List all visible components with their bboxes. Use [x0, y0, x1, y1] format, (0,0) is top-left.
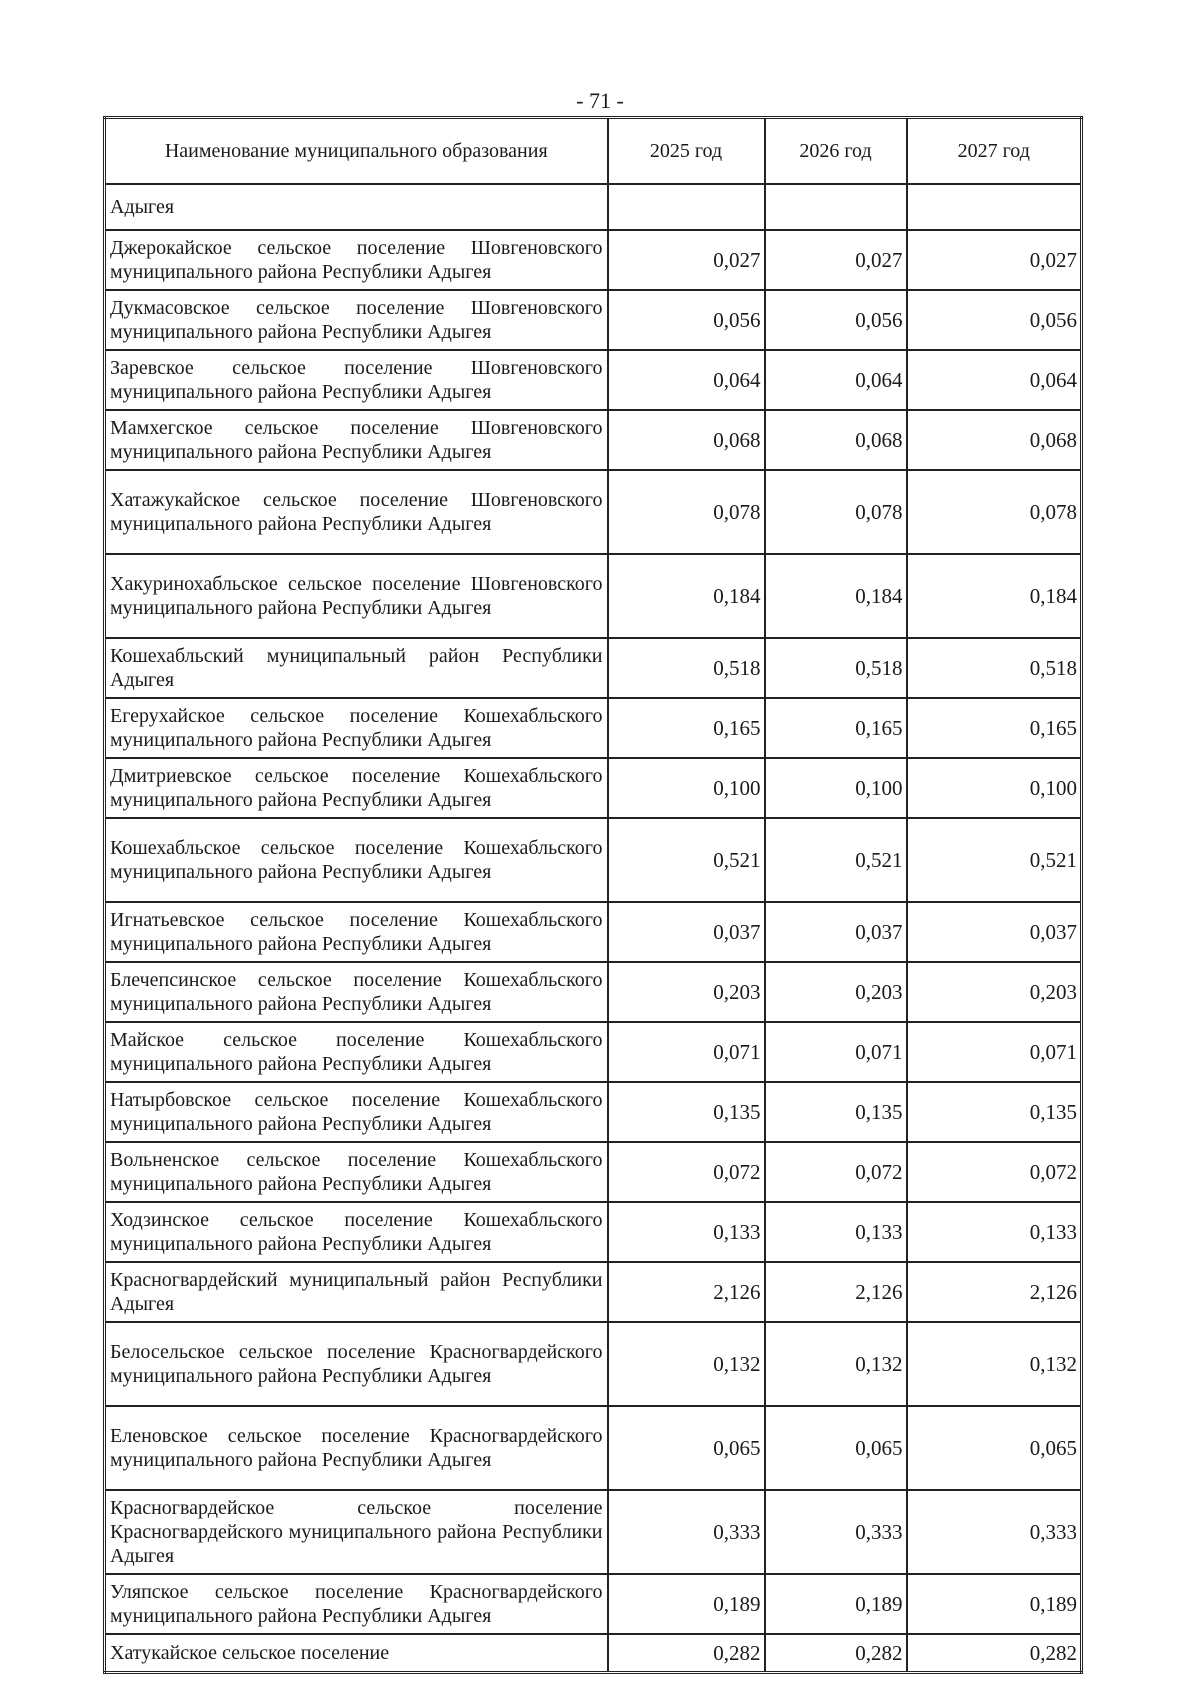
value-2026: 0,333: [765, 1490, 907, 1574]
value-2025: 0,064: [608, 350, 765, 410]
municipality-name: Хатукайское сельское поселение: [105, 1634, 608, 1673]
table-row: [105, 350, 1082, 410]
value-2026: 0,282: [765, 1634, 907, 1673]
value-2026: 0,133: [765, 1202, 907, 1262]
value-2027: 0,165: [907, 698, 1082, 758]
municipality-name: Игнатьевское сельское поселение Кошехабльского муниципального района Республики Адыгея: [105, 902, 608, 962]
value-2025: 0,203: [608, 962, 765, 1022]
value-2027: 0,078: [907, 470, 1082, 554]
table-row: [105, 1322, 1082, 1406]
table-row: [105, 1082, 1082, 1142]
table-row: [105, 1202, 1082, 1262]
table-row: [105, 1490, 1082, 1574]
value-2026: 0,068: [765, 410, 907, 470]
value-2027: 0,184: [907, 554, 1082, 638]
municipality-name: Красногвардейский муниципальный район Республики Адыгея: [105, 1262, 608, 1322]
value-2025: 0,065: [608, 1406, 765, 1490]
header-row: [105, 118, 1082, 185]
header-2026: 2026 год: [765, 118, 907, 185]
value-2026: 0,037: [765, 902, 907, 962]
value-2026: 0,135: [765, 1082, 907, 1142]
value-2027: 0,071: [907, 1022, 1082, 1082]
value-2025: 0,333: [608, 1490, 765, 1574]
municipality-name: Белосельское сельское поселение Красногвардейского муниципального района Республики Адыгея: [105, 1322, 608, 1406]
value-2026: 0,065: [765, 1406, 907, 1490]
header-name: Наименование муниципального образования: [105, 118, 608, 185]
table-row: [105, 230, 1082, 290]
municipality-name: Хакуринохабльское сельское поселение Шовгеновского муниципального района Республики Адыгея: [105, 554, 608, 638]
value-2025: 0,056: [608, 290, 765, 350]
table-row: [105, 758, 1082, 818]
municipality-name: Еленовское сельское поселение Красногвардейского муниципального района Республики Адыгея: [105, 1406, 608, 1490]
municipality-name: Егерухайское сельское поселение Кошехабльского муниципального района Республики Адыгея: [105, 698, 608, 758]
value-2027: 0,203: [907, 962, 1082, 1022]
table-row: [105, 1262, 1082, 1322]
value-2025: 0,133: [608, 1202, 765, 1262]
value-2026: 0,521: [765, 818, 907, 902]
value-2025: 2,126: [608, 1262, 765, 1322]
value-2025: 0,100: [608, 758, 765, 818]
value-2026: 2,126: [765, 1262, 907, 1322]
table-row: [105, 410, 1082, 470]
table-row: [105, 698, 1082, 758]
value-2025: 0,184: [608, 554, 765, 638]
value-2027: 0,133: [907, 1202, 1082, 1262]
value-2027: 0,037: [907, 902, 1082, 962]
value-2025: 0,068: [608, 410, 765, 470]
value-2027: 0,072: [907, 1142, 1082, 1202]
value-2027: 0,132: [907, 1322, 1082, 1406]
municipality-name: Красногвардейское сельское поселение Красногвардейского муниципального района Республики Адыгея: [105, 1490, 608, 1574]
value-2026: 0,100: [765, 758, 907, 818]
value-2025: 0,165: [608, 698, 765, 758]
table-row: [105, 290, 1082, 350]
value-2025: 0,135: [608, 1082, 765, 1142]
header-2027: 2027 год: [907, 118, 1082, 185]
value-2026: 0,184: [765, 554, 907, 638]
value-2027: 0,518: [907, 638, 1082, 698]
header-2025: 2025 год: [608, 118, 765, 185]
value-2025: 0,518: [608, 638, 765, 698]
value-2027: 0,068: [907, 410, 1082, 470]
region-name: Адыгея: [105, 184, 608, 230]
data-table: [103, 116, 1083, 1674]
value-2027: 0,064: [907, 350, 1082, 410]
municipality-name: Майское сельское поселение Кошехабльского муниципального района Республики Адыгея: [105, 1022, 608, 1082]
table-header: [105, 118, 1082, 185]
value-2025: 0,071: [608, 1022, 765, 1082]
value-2025: 0,132: [608, 1322, 765, 1406]
value-2026: 0,132: [765, 1322, 907, 1406]
value-2025: 0,037: [608, 902, 765, 962]
region-row: [105, 184, 1082, 230]
municipality-name: Натырбовское сельское поселение Кошехабльского муниципального района Республики Адыгея: [105, 1082, 608, 1142]
value-2026: 0,064: [765, 350, 907, 410]
value-2025: 0,078: [608, 470, 765, 554]
municipality-name: Хатажукайское сельское поселение Шовгеновского муниципального района Республики Адыгея: [105, 470, 608, 554]
region-empty-cell: [608, 184, 765, 230]
municipality-name: Кошехабльский муниципальный район Республики Адыгея: [105, 638, 608, 698]
value-2027: 0,056: [907, 290, 1082, 350]
value-2027: 0,189: [907, 1574, 1082, 1634]
table-row: [105, 470, 1082, 554]
table-row: [105, 638, 1082, 698]
value-2026: 0,165: [765, 698, 907, 758]
value-2027: 0,333: [907, 1490, 1082, 1574]
value-2026: 0,027: [765, 230, 907, 290]
value-2026: 0,056: [765, 290, 907, 350]
municipality-name: Уляпское сельское поселение Красногвардейского муниципального района Республики Адыгея: [105, 1574, 608, 1634]
table-row: [105, 902, 1082, 962]
municipality-name: Дукмасовское сельское поселение Шовгеновского муниципального района Республики Адыгея: [105, 290, 608, 350]
page-number: - 71 -: [576, 88, 624, 113]
value-2027: 0,282: [907, 1634, 1082, 1673]
value-2027: 2,126: [907, 1262, 1082, 1322]
table-body: [105, 184, 1082, 1673]
value-2026: 0,078: [765, 470, 907, 554]
value-2026: 0,072: [765, 1142, 907, 1202]
municipality-name: Ходзинское сельское поселение Кошехабльского муниципального района Республики Адыгея: [105, 1202, 608, 1262]
value-2026: 0,518: [765, 638, 907, 698]
table-row: [105, 1634, 1082, 1673]
value-2025: 0,027: [608, 230, 765, 290]
value-2026: 0,189: [765, 1574, 907, 1634]
value-2027: 0,100: [907, 758, 1082, 818]
table-row: [105, 1406, 1082, 1490]
table-row: [105, 554, 1082, 638]
value-2027: 0,065: [907, 1406, 1082, 1490]
table-row: [105, 1142, 1082, 1202]
municipality-name: Джерокайское сельское поселение Шовгеновского муниципального района Республики Адыгея: [105, 230, 608, 290]
table-row: [105, 818, 1082, 902]
region-empty-cell: [765, 184, 907, 230]
value-2026: 0,071: [765, 1022, 907, 1082]
value-2025: 0,521: [608, 818, 765, 902]
value-2026: 0,203: [765, 962, 907, 1022]
municipality-name: Кошехабльское сельское поселение Кошехабльского муниципального района Республики Адыгея: [105, 818, 608, 902]
region-empty-cell: [907, 184, 1082, 230]
municipality-name: Вольненское сельское поселение Кошехабльского муниципального района Республики Адыгея: [105, 1142, 608, 1202]
table-row: [105, 1022, 1082, 1082]
table-row: [105, 962, 1082, 1022]
municipality-name: Мамхегское сельское поселение Шовгеновского муниципального района Республики Адыгея: [105, 410, 608, 470]
municipality-name: Дмитриевское сельское поселение Кошехабльского муниципального района Республики Адыгея: [105, 758, 608, 818]
value-2025: 0,072: [608, 1142, 765, 1202]
municipality-name: Заревское сельское поселение Шовгеновского муниципального района Республики Адыгея: [105, 350, 608, 410]
value-2027: 0,521: [907, 818, 1082, 902]
value-2025: 0,189: [608, 1574, 765, 1634]
value-2027: 0,027: [907, 230, 1082, 290]
value-2025: 0,282: [608, 1634, 765, 1673]
municipality-name: Блечепсинское сельское поселение Кошехабльского муниципального района Республики Адыгея: [105, 962, 608, 1022]
table-row: [105, 1574, 1082, 1634]
value-2027: 0,135: [907, 1082, 1082, 1142]
